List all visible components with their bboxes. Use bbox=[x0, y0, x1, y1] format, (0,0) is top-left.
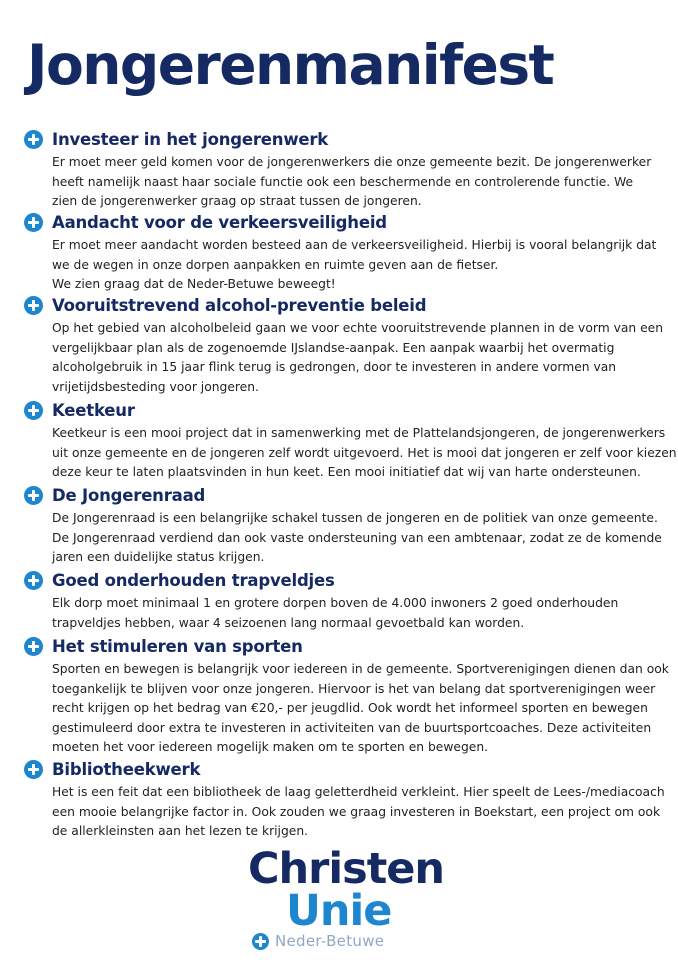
christenunie-logo bbox=[248, 844, 445, 954]
section-alcohol-preventie bbox=[24, 293, 664, 397]
section-heading: Aandacht voor de verkeersveiligheid bbox=[52, 212, 387, 232]
section-heading: Keetkeur bbox=[52, 400, 135, 420]
section-text bbox=[52, 153, 664, 212]
section-keetkeur bbox=[24, 398, 677, 483]
section-text bbox=[52, 319, 664, 397]
logo-subtitle bbox=[252, 932, 384, 950]
plus-circle-icon bbox=[24, 571, 43, 590]
section-sporten bbox=[24, 634, 669, 758]
section-text bbox=[52, 660, 669, 758]
text-line: Het is een feit dat een bibliotheek de laag geletterdheid verkleint. Hier speelt de Lees-/mediacoach bbox=[52, 785, 665, 799]
section-text bbox=[52, 424, 677, 483]
text-line: Elk dorp moet minimaal 1 en grotere dorpen boven de 4.000 inwoners 2 goed onderhouden bbox=[52, 596, 619, 610]
text-line: gestimuleerd door extra te investeren in activiteiten van de buurtsportcoaches. Deze activiteiten bbox=[52, 720, 652, 735]
text-line: Sporten en bewegen is belangrijk voor iedereen in de gemeente. Sportverenigingen dienen dan ook bbox=[52, 662, 669, 676]
text-line: Keetkeur is een mooi project dat in samenwerking met de Plattelandsjongeren, de jongerenwerkers bbox=[52, 426, 666, 440]
section-heading: Bibliotheekwerk bbox=[52, 759, 201, 779]
logo-line2: Unie bbox=[286, 886, 392, 936]
text-line: Er moet meer geld komen voor de jongerenwerkers die onze gemeente bezit. De jongerenwerker bbox=[52, 155, 652, 169]
page-title: Jongerenmanifest bbox=[27, 33, 554, 97]
text-line: zien de jongerenwerker graag op straat tussen de jongeren. bbox=[52, 194, 422, 208]
text-line: De Jongerenraad is een belangrijke schakel tussen de jongeren en de politiek van onze gemeente. bbox=[52, 511, 658, 525]
plus-circle-icon bbox=[252, 933, 269, 950]
section-trapveldjes bbox=[24, 568, 664, 633]
text-line: moeten het voor iedereen mogelijk maken om te sporten en bewegen. bbox=[52, 740, 489, 754]
text-line: vrijetijdsbesteding voor jongeren. bbox=[52, 379, 259, 394]
text-line: we de wegen in onze dorpen aanpakken en ruimte geven aan de fietser. bbox=[52, 257, 499, 272]
section-heading: De Jongerenraad bbox=[52, 485, 206, 505]
section-text bbox=[52, 594, 664, 633]
plus-circle-icon bbox=[24, 760, 43, 779]
text-line: trapveldjes hebben, waar 4 seizoenen lang normaal gevoetbald kan worden. bbox=[52, 615, 525, 630]
section-heading: Het stimuleren van sporten bbox=[52, 636, 303, 656]
text-line: Er moet meer aandacht worden besteed aan de verkeersveiligheid. Hierbij is vooral belangrijk dat bbox=[52, 238, 657, 252]
text-line: uit onze gemeente en de jongeren zelf wordt uitgevoerd. Het is mooi dat jongeren er zelf voor kiezen bbox=[52, 445, 677, 460]
logo-subtitle-text: Neder-Betuwe bbox=[275, 932, 385, 950]
plus-circle-icon bbox=[24, 130, 43, 149]
plus-circle-icon bbox=[24, 213, 43, 232]
text-line: We zien graag dat de Neder-Betuwe beweegt! bbox=[52, 277, 336, 291]
text-line: recht krijgen op het bedrag van €20,- per jeugdlid. Ook wordt het informeel sporten en bewegen bbox=[52, 701, 648, 715]
text-line: een mooie belangrijke factor in. Ook zouden we graag investeren in Boekstart, een project om ook bbox=[52, 804, 661, 819]
section-verkeersveiligheid bbox=[24, 210, 664, 295]
section-jongerenraad bbox=[24, 483, 664, 568]
section-text bbox=[52, 509, 664, 568]
text-line: heeft namelijk naast haar sociale functie ook een beschermende en controlerende functie. We bbox=[52, 174, 634, 189]
section-text bbox=[52, 783, 664, 842]
section-jongerenwerk bbox=[24, 127, 664, 212]
plus-circle-icon bbox=[24, 486, 43, 505]
text-line: De Jongerenraad verdiend dan ook vaste ondersteuning van een ambtenaar, zodat ze de komende bbox=[52, 530, 662, 545]
plus-circle-icon bbox=[24, 296, 43, 315]
text-line: vergelijkbaar plan als de zogenoemde IJslandse-aanpak. Een aanpak waarbij het overmatig bbox=[52, 340, 615, 355]
text-line: toegankelijk te blijven voor onze jongeren. Hiervoor is het van belang dat sportverenigingen weer bbox=[52, 681, 656, 696]
text-line: alcoholgebruik in 15 jaar flink terug is gedrongen, door te investeren in andere vormen van bbox=[52, 360, 617, 374]
section-bibliotheekwerk bbox=[24, 757, 664, 842]
plus-circle-icon bbox=[24, 401, 43, 420]
section-text bbox=[52, 236, 664, 295]
plus-circle-icon bbox=[24, 637, 43, 656]
text-line: deze keur te laten plaatsvinden in hun keet. Een mooi initiatief dat wij van harte ondersteunen. bbox=[52, 465, 641, 479]
section-heading: Investeer in het jongerenwerk bbox=[52, 129, 329, 149]
section-heading: Vooruitstrevend alcohol-preventie beleid bbox=[52, 295, 427, 315]
text-line: Op het gebied van alcoholbeleid gaan we voor echte vooruitstrevende plannen in de vorm van een bbox=[52, 321, 664, 335]
text-line: de allerkleinsten aan het lezen te krijgen. bbox=[52, 824, 309, 838]
text-line: jaren een duidelijke status krijgen. bbox=[52, 550, 265, 564]
logo-line1: Christen bbox=[248, 844, 445, 894]
section-heading: Goed onderhouden trapveldjes bbox=[52, 570, 335, 590]
